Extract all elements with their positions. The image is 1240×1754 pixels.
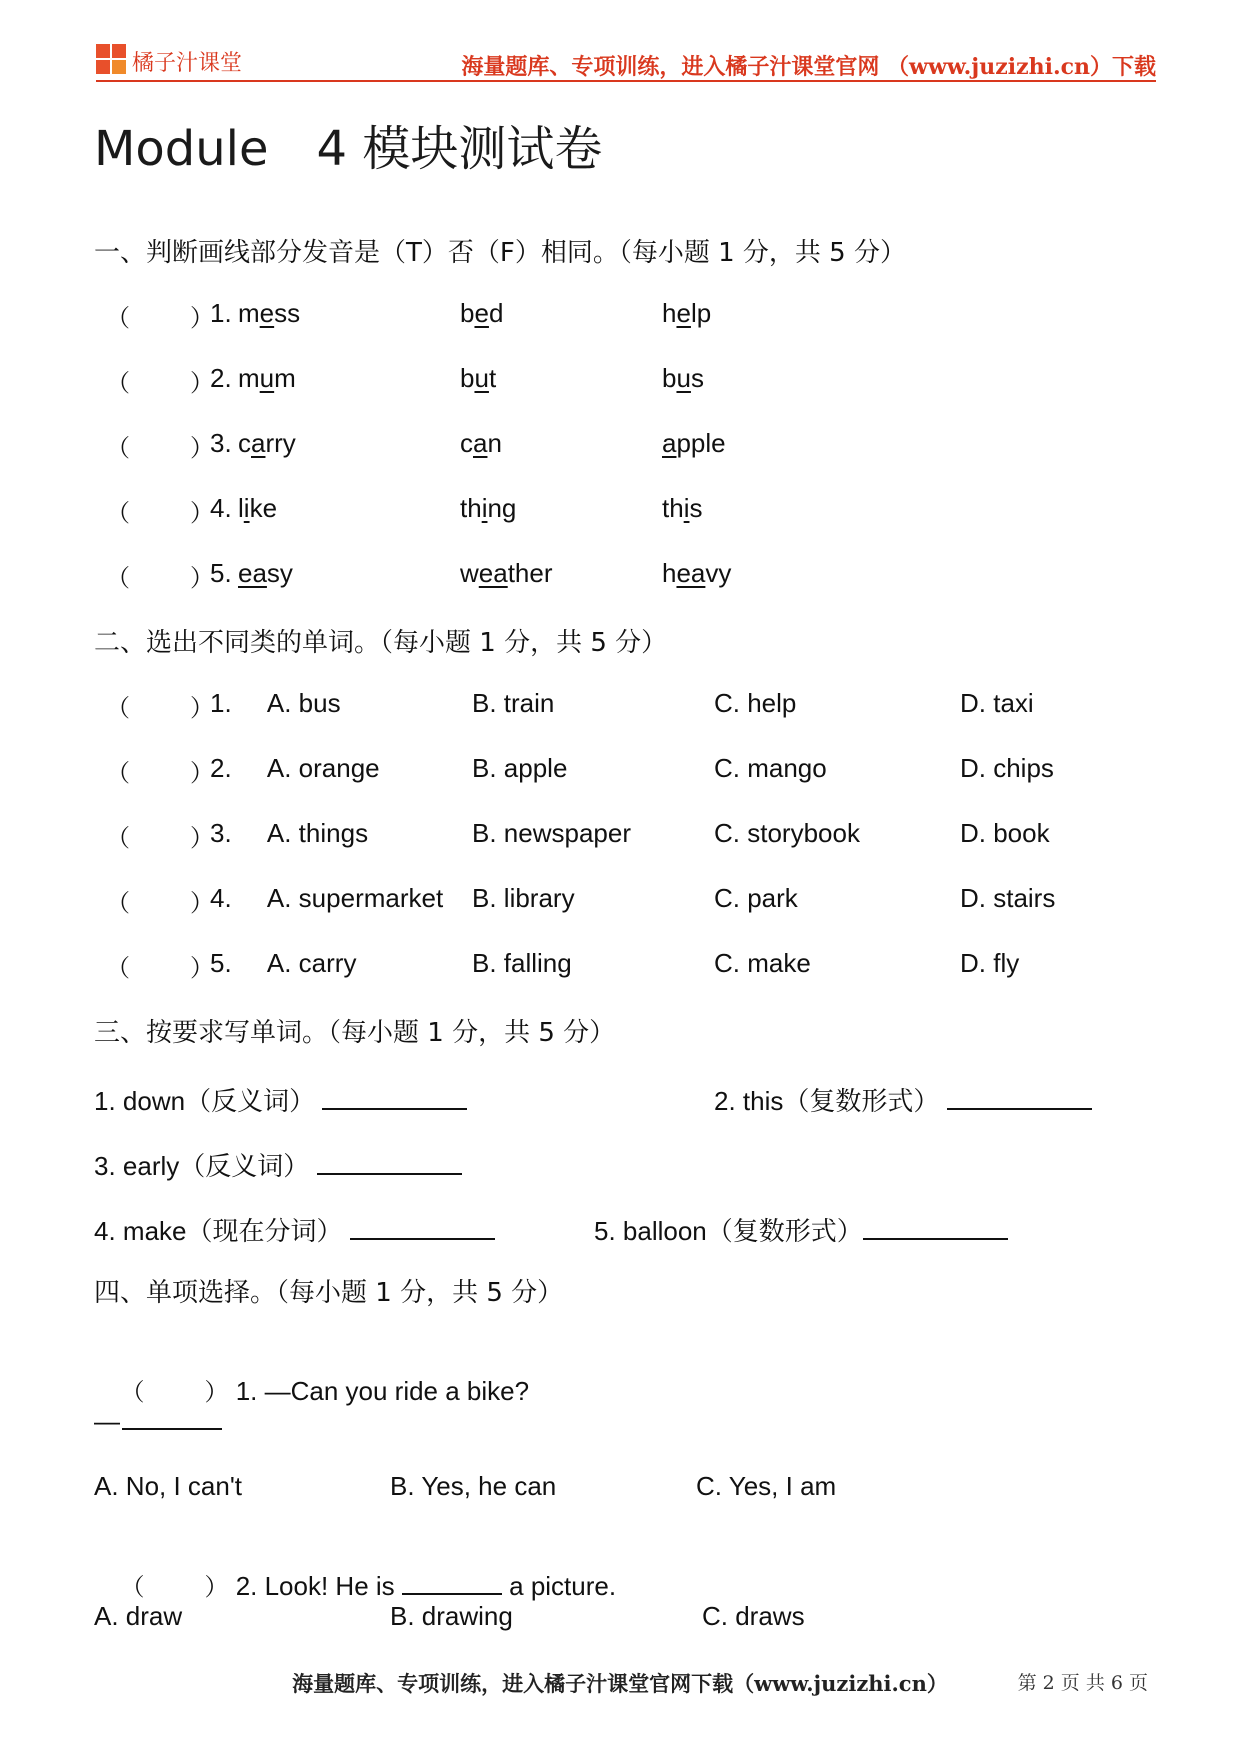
option-b[interactable]: B. train [472, 688, 555, 718]
option-b[interactable]: B. apple [472, 753, 568, 783]
underlined-letters: a [473, 428, 488, 458]
underlined-letters: i [243, 493, 250, 523]
section-heading-1: 一、判断画线部分发音是（T）否（F）相同。（每小题 1 分，共 5 分） [94, 238, 906, 268]
question-number: 3. [210, 818, 232, 848]
underlined-letters: u [474, 363, 489, 393]
word-question-4: 4. make（现在分词） [94, 1211, 495, 1248]
underlined-letters: e [676, 298, 691, 328]
header-rule [96, 80, 1156, 82]
mc1-option-a[interactable]: A. No, I can't [94, 1471, 243, 1501]
pronunciation-word: mum [238, 363, 296, 393]
answer-blank-1[interactable] [322, 1086, 467, 1110]
question-number: 4. [210, 883, 232, 913]
underlined-letters: i [683, 493, 690, 523]
pronunciation-word: like [238, 493, 278, 523]
brand-name: 橘子汁课堂 [132, 51, 243, 76]
pronunciation-word: carry [238, 428, 296, 458]
question-number: 1. [210, 688, 232, 718]
answer-blank-2[interactable] [947, 1086, 1092, 1110]
answer-paren[interactable]: （ ） [106, 694, 214, 722]
answer-paren[interactable]: （ ） [106, 824, 214, 852]
section-heading-2: 二、选出不同类的单词。（每小题 1 分，共 5 分） [94, 628, 668, 658]
underlined-letters: i [481, 493, 488, 523]
question-number: 3. [210, 428, 232, 458]
word-question-2: 2. this（复数形式） [714, 1081, 1092, 1118]
option-c[interactable]: C. help [714, 688, 797, 718]
answer-blank-mc1[interactable] [122, 1406, 222, 1430]
answer-paren[interactable]: （ ） [106, 434, 214, 462]
page-number: 第 2 页 共 6 页 [1017, 1672, 1148, 1694]
page-title: Module 4 模块测试卷 [94, 121, 603, 177]
mc1-option-b[interactable]: B. Yes, he can [390, 1471, 557, 1501]
pronunciation-word: bus [662, 363, 704, 393]
question-number: 2. [210, 363, 232, 393]
answer-blank-mc2[interactable] [402, 1571, 502, 1595]
word-question-3: 3. early（反义词） [94, 1146, 462, 1183]
question-number: 4. [210, 493, 232, 523]
pronunciation-word: weather [460, 558, 553, 588]
pronunciation-word: thing [460, 493, 517, 523]
pronunciation-word: can [460, 428, 502, 458]
header-slogan[interactable]: 海量题库、专项训练，进入橘子汁课堂官网 （www.juzizhi.cn）下载 [461, 54, 1156, 80]
option-a[interactable]: A. supermarket [238, 883, 444, 913]
pronunciation-word: this [662, 493, 703, 523]
option-b[interactable]: B. library [472, 883, 575, 913]
question-number: 5. [210, 558, 232, 588]
option-b[interactable]: B. newspaper [472, 818, 631, 848]
option-c[interactable]: C. make [714, 948, 811, 978]
underlined-letters: ea [238, 558, 267, 588]
answer-paren[interactable]: （ ） [106, 564, 214, 592]
underlined-letters: a [251, 428, 266, 458]
mc2-option-a[interactable]: A. draw [94, 1601, 183, 1631]
option-a[interactable]: A. things [238, 818, 369, 848]
underlined-letters: e [259, 298, 275, 328]
footer-slogan[interactable]: 海量题库、专项训练，进入橘子汁课堂官网下载（www.juzizhi.cn） [292, 1671, 948, 1696]
answer-paren[interactable]: （ ） [106, 499, 214, 527]
underlined-letters: a [662, 428, 677, 458]
mc2-option-b[interactable]: B. drawing [390, 1601, 513, 1631]
option-d[interactable]: D. chips [960, 753, 1054, 783]
answer-paren[interactable]: （ ） [106, 889, 214, 917]
answer-blank-5[interactable] [863, 1216, 1008, 1240]
word-question-5: 5. balloon（复数形式） [594, 1211, 1008, 1248]
underlined-letters: ea [676, 558, 706, 588]
option-d[interactable]: D. book [960, 818, 1050, 848]
mc-question-1: （ ） 1. —Can you ride a bike? [120, 1376, 530, 1406]
underlined-letters: ea [478, 558, 508, 588]
option-d[interactable]: D. fly [960, 948, 1020, 978]
option-c[interactable]: C. mango [714, 753, 827, 783]
mc1-option-c[interactable]: C. Yes, I am [696, 1471, 837, 1501]
answer-paren[interactable]: （ ） [106, 954, 214, 982]
option-a[interactable]: A. carry [238, 948, 357, 978]
underlined-letters: u [676, 363, 691, 393]
pronunciation-word: heavy [662, 558, 732, 588]
question-number: 2. [210, 753, 232, 783]
pronunciation-word: but [460, 363, 497, 393]
answer-paren[interactable]: （ ） [106, 304, 214, 332]
option-c[interactable]: C. park [714, 883, 798, 913]
pronunciation-word: help [662, 298, 712, 328]
mc-answer-line-1: — [94, 1406, 222, 1437]
word-question-1: 1. down（反义词） [94, 1081, 467, 1118]
underlined-letters: e [474, 298, 489, 328]
question-number: 1. [210, 298, 232, 328]
option-d[interactable]: D. taxi [960, 688, 1034, 718]
answer-paren[interactable]: （ ） [106, 759, 214, 787]
option-a[interactable]: A. orange [238, 753, 380, 783]
pronunciation-word: mess [238, 298, 301, 328]
section-heading-4: 四、单项选择。（每小题 1 分，共 5 分） [94, 1278, 564, 1308]
option-b[interactable]: B. falling [472, 948, 572, 978]
brand-logo-icon [96, 44, 128, 76]
option-c[interactable]: C. storybook [714, 818, 860, 848]
option-d[interactable]: D. stairs [960, 883, 1056, 913]
answer-blank-4[interactable] [350, 1216, 495, 1240]
underlined-letters: u [259, 363, 275, 393]
answer-blank-3[interactable] [317, 1151, 462, 1175]
answer-paren-space-2[interactable] [144, 1573, 204, 1595]
pronunciation-word: easy [238, 558, 293, 588]
option-a[interactable]: A. bus [238, 688, 341, 718]
mc-question-2: （ ） 2. Look! He is a picture. [120, 1571, 617, 1601]
section-heading-3: 三、按要求写单词。（每小题 1 分，共 5 分） [94, 1018, 616, 1048]
question-number: 5. [210, 948, 232, 978]
answer-paren-space[interactable] [144, 1378, 204, 1400]
pronunciation-word: bed [460, 298, 504, 328]
pronunciation-word: apple [662, 428, 726, 458]
mc2-option-c[interactable]: C. draws [702, 1601, 805, 1631]
answer-paren[interactable]: （ ） [106, 369, 214, 397]
